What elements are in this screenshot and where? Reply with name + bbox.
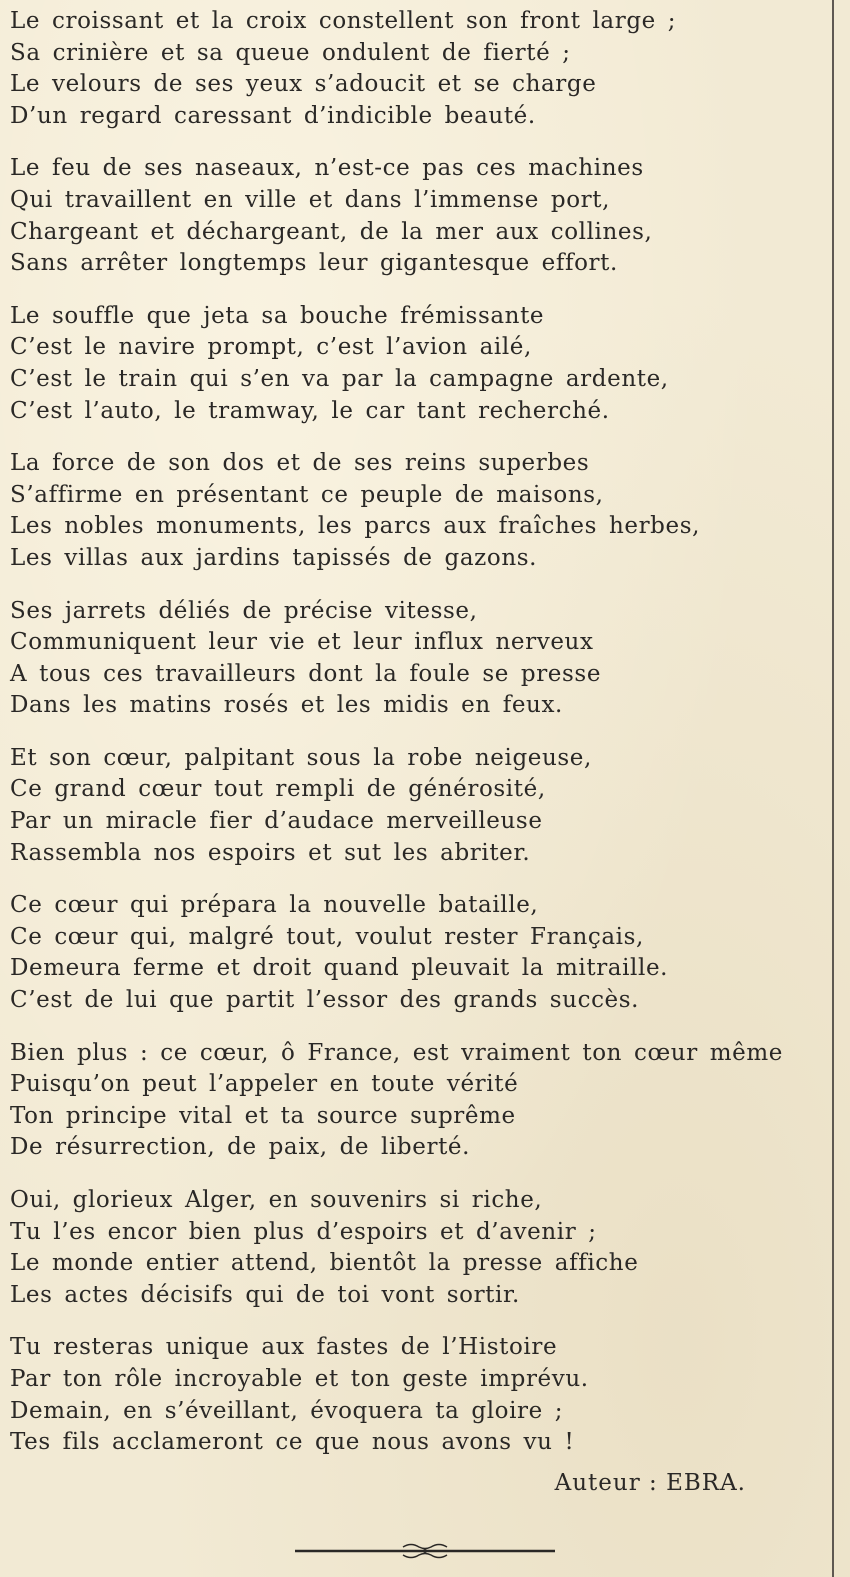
poem-line: Sans arrêter longtemps leur gigantesque effort. bbox=[10, 250, 618, 277]
poem-line: C’est de lui que partit l’essor des grands succès. bbox=[10, 987, 640, 1014]
stanza bbox=[10, 448, 830, 574]
poem-line: Chargeant et déchargeant, de la mer aux collines, bbox=[10, 218, 653, 245]
ornament-divider bbox=[295, 1540, 555, 1562]
stanza bbox=[10, 1185, 830, 1311]
poem-line: Oui, glorieux Alger, en souvenirs si riche, bbox=[10, 1187, 543, 1213]
poem-line: Dans les matins rosés et les midis en feux. bbox=[10, 692, 563, 719]
poem-line: Le souffle que jeta sa bouche frémissante bbox=[10, 302, 545, 329]
poem-line: Tes fils acclameront ce que nous avons vu ! bbox=[10, 1429, 575, 1456]
poem-line: De résurrection, de paix, de liberté. bbox=[10, 1134, 471, 1161]
stanza bbox=[10, 743, 830, 869]
poem-line: C’est le train qui s’en va par la campagne ardente, bbox=[10, 365, 669, 392]
poem-line: Le velours de ses yeux s’adoucit et se charge bbox=[10, 71, 597, 98]
poem-line: Tu resteras unique aux fastes de l’Histoire bbox=[10, 1334, 558, 1361]
poem-line: Demain, en s’éveillant, évoquera ta gloire ; bbox=[10, 1397, 564, 1424]
stanza bbox=[10, 1332, 830, 1458]
stanza bbox=[10, 596, 830, 722]
poem bbox=[10, 6, 830, 1480]
poem-line: Le feu de ses naseaux, n’est-ce pas ces machines bbox=[10, 155, 644, 182]
poem-line: Qui travaillent en ville et dans l’immense port, bbox=[10, 186, 610, 213]
stanza bbox=[10, 6, 830, 132]
poem-line: Communiquent leur vie et leur influx nerveux bbox=[10, 629, 594, 656]
poem-line: Ton principe vital et ta source suprême bbox=[10, 1102, 516, 1129]
poem-line: S’affirme en présentant ce peuple de maisons, bbox=[10, 481, 604, 508]
poem-line: Tu l’es encor bien plus d’espoirs et d’avenir ; bbox=[10, 1218, 597, 1245]
poem-line: La force de son dos et de ses reins superbes bbox=[10, 450, 590, 477]
poem-line: Les villas aux jardins tapissés de gazons. bbox=[10, 544, 538, 571]
right-border-rule bbox=[832, 0, 834, 1577]
poem-line: C’est le navire prompt, c’est l’avion ailé, bbox=[10, 334, 532, 361]
poem-line: Ses jarrets déliés de précise vitesse, bbox=[10, 597, 478, 624]
poem-line: Le monde entier attend, bientôt la presse affiche bbox=[10, 1250, 639, 1277]
stanza bbox=[10, 890, 830, 1016]
poem-line: A tous ces travailleurs dont la foule se presse bbox=[10, 660, 602, 687]
poem-line: Par ton rôle incroyable et ton geste imprévu. bbox=[10, 1365, 589, 1392]
poem-line: C’est l’auto, le tramway, le car tant recherché. bbox=[10, 397, 610, 424]
poem-line: Le croissant et la croix constellent son front large ; bbox=[10, 8, 677, 34]
poem-line: Ce grand cœur tout rempli de générosité, bbox=[10, 776, 546, 803]
stanza bbox=[10, 301, 830, 427]
ornament-flourish-icon bbox=[295, 1540, 555, 1562]
poem-line: Et son cœur, palpitant sous la robe neigeuse, bbox=[10, 744, 592, 771]
stanza bbox=[10, 153, 830, 279]
poem-line: Les nobles monuments, les parcs aux fraîches herbes, bbox=[10, 513, 701, 540]
stanza bbox=[10, 1038, 830, 1164]
poem-line: Bien plus : ce cœur, ô France, est vraiment ton cœur même bbox=[10, 1039, 783, 1066]
author-signature: Auteur : EBRA. bbox=[554, 1470, 746, 1496]
poem-line: Puisqu’on peut l’appeler en toute vérité bbox=[10, 1071, 519, 1098]
poem-line: Ce cœur qui prépara la nouvelle bataille, bbox=[10, 892, 539, 919]
poem-line: D’un regard caressant d’indicible beauté. bbox=[10, 102, 536, 129]
poem-line: Rassembla nos espoirs et sut les abriter. bbox=[10, 839, 531, 866]
poem-line: Les actes décisifs qui de toi vont sortir. bbox=[10, 1281, 520, 1308]
poem-line: Par un miracle fier d’audace merveilleuse bbox=[10, 808, 543, 835]
poem-line: Sa crinière et sa queue ondulent de fierté ; bbox=[10, 39, 571, 66]
poem-line: Ce cœur qui, malgré tout, voulut rester Français, bbox=[10, 923, 644, 950]
poem-line: Demeura ferme et droit quand pleuvait la mitraille. bbox=[10, 955, 669, 982]
